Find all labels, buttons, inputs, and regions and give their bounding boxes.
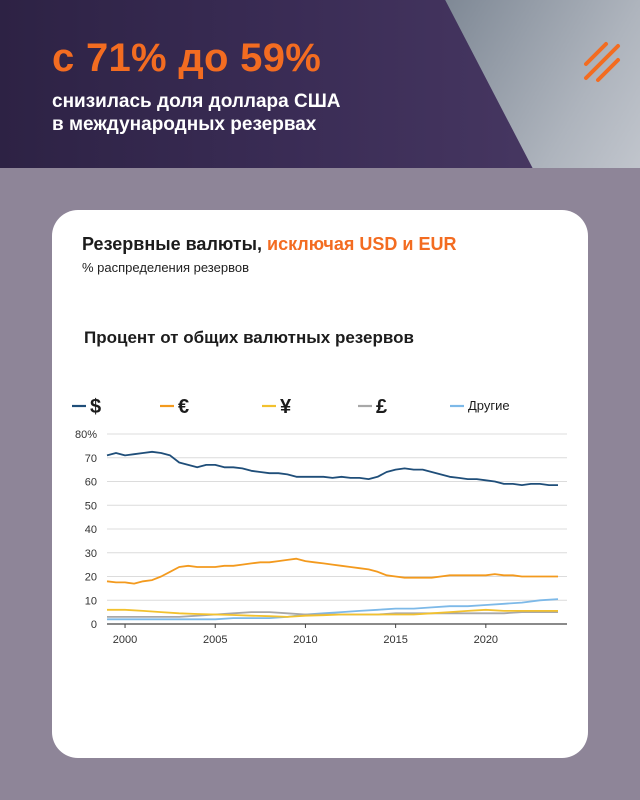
y-tick-label: 70 [84, 452, 97, 465]
x-tick-label: 2020 [473, 634, 499, 646]
y-tick-label: 30 [84, 547, 97, 560]
y-tick-label: 80% [74, 429, 97, 441]
subline-line-2: в международных резервах [52, 114, 317, 135]
legend-label: $ [90, 396, 102, 418]
x-tick-label: 2005 [202, 634, 228, 646]
legend-label: € [178, 396, 190, 418]
chart-heading: Процент от общих валютных резервов [84, 328, 414, 347]
y-tick-label: 0 [90, 619, 97, 631]
subline [52, 90, 341, 136]
y-tick-label: 50 [84, 500, 97, 513]
chart-card [52, 210, 588, 758]
header-banner [0, 0, 640, 168]
y-tick-label: 20 [84, 571, 97, 584]
series-line [107, 559, 558, 584]
y-tick-label: 10 [84, 595, 97, 608]
subline-line-1: снизилась доля доллара США [52, 91, 341, 112]
card-title-highlight: исключая USD и EUR [267, 234, 457, 254]
headline: с 71% до 59% [52, 36, 322, 80]
legend-label: £ [376, 396, 388, 418]
y-tick-label: 40 [84, 524, 97, 536]
series-line [107, 452, 558, 485]
y-tick-label: 60 [84, 476, 97, 489]
x-tick-label: 2000 [112, 634, 138, 646]
x-tick-label: 2010 [293, 634, 318, 646]
brand-logo-icon [580, 40, 624, 84]
header-sheen [440, 0, 640, 168]
legend-label: ¥ [280, 396, 292, 418]
x-tick-label: 2015 [383, 634, 408, 646]
card-subtitle: % распределения резервов [82, 260, 249, 275]
line-chart [52, 210, 588, 758]
legend-label: Другие [468, 398, 510, 413]
card-title-main: Резервные валюты, [82, 234, 267, 254]
